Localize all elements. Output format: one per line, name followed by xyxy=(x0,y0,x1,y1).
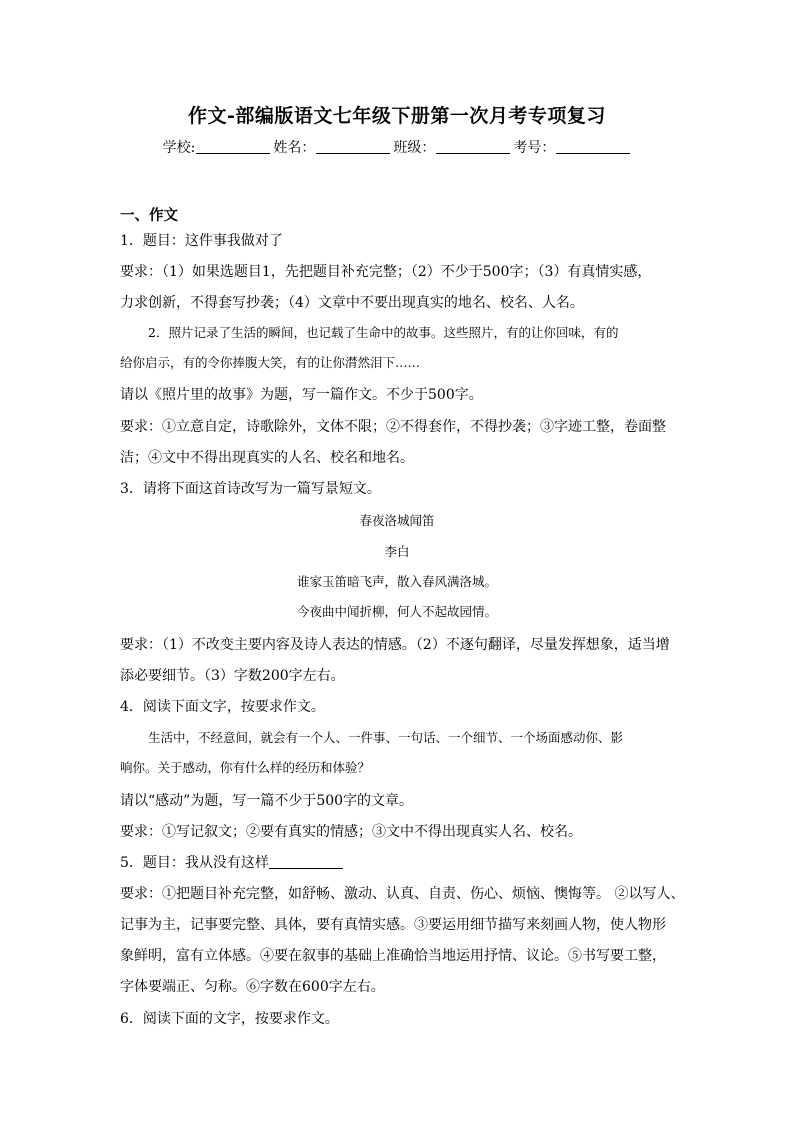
poem-line1: 谁家玉笛暗飞声，散入春风满洛城。 xyxy=(296,574,497,589)
q2-prompt-line1: 2．照片记录了生活的瞬间，也记载了生命中的故事。这些照片，有的让你回味，有的 xyxy=(148,325,619,340)
poem-title: 春夜洛城闻笛 xyxy=(359,513,435,528)
q4-title: 4．阅读下面文字，按要求作文。 xyxy=(120,699,325,715)
class-label: 班级： xyxy=(393,140,436,156)
student-info-line xyxy=(0,137,794,157)
poem-author: 李白 xyxy=(384,544,410,559)
q2-task: 请以《照片里的故事》为题，写一篇作文。不少于500字。 xyxy=(120,387,483,403)
q4-prompt-line2: 响你。关于感动，你有什么样的经历和体验？ xyxy=(120,760,371,775)
page-title: 作文-部编版语文七年级下册第一次月考专项复习 xyxy=(188,105,606,127)
school-blank xyxy=(196,139,270,154)
q1-req-line2: 力求创新，不得套写抄袭；（4）文章中不要出现真实的地名、校名、人名。 xyxy=(120,295,584,311)
q5-req-line1: 要求：①把题目补充完整，如舒畅、激动、认真、自责、伤心、烦恼、懊悔等。 ②以写人、 xyxy=(120,886,685,902)
q2-req-line2: 洁；④文中不得出现真实的人名、校名和地名。 xyxy=(120,450,414,466)
q1-req-line1: 要求：（1）如果选题目1，先把题目补充完整；（2）不少于500字；（3）有真情实感， xyxy=(120,264,652,280)
q6-title: 6．阅读下面的文字，按要求作文。 xyxy=(120,1011,339,1027)
q5-blank xyxy=(269,854,343,869)
q4-task: 请以“感动”为题，写一篇不少于500字的文章。 xyxy=(120,793,414,809)
q5-req-line2: 记事为主，记事要完整、具体，要有真情实感。③要运用细节描写来刻画人物，使人物形 xyxy=(120,917,666,933)
q3-req-line2: 添必要细节。（3）字数200字左右。 xyxy=(120,668,345,684)
q5-req-line4: 字体要端正、匀称。⑥字数在600字左右。 xyxy=(120,979,385,995)
number-blank xyxy=(556,139,630,154)
q1-title: 1．题目：这件事我做对了 xyxy=(120,233,283,249)
q5-req-line3: 象鲜明，富有立体感。④要在叙事的基础上准确恰当地运用抒情、议论。⑤书写要工整， xyxy=(120,948,666,964)
school-label: 学校: xyxy=(162,140,196,156)
section-heading: 一、作文 xyxy=(120,207,178,224)
q5-title: 5．题目：我从没有这样 xyxy=(120,855,269,871)
q3-title: 3．请将下面这首诗改写为一篇写景短文。 xyxy=(120,481,381,497)
q4-req: 要求：①写记叙文；②要有真实的情感；③文中不得出现真实人名、校名。 xyxy=(120,824,582,840)
q2-prompt-line2: 给你启示，有的令你捧腹大笑，有的让你潸然泪下…… xyxy=(120,355,421,370)
poem-line2: 今夜曲中闻折柳，何人不起故园情。 xyxy=(296,604,497,619)
q3-req-line1: 要求：（1）不改变主要内容及诗人表达的情感。（2）不逐句翻译，尽量发挥想象，适当增 xyxy=(120,637,670,653)
number-label: 考号： xyxy=(513,140,556,156)
q4-prompt-line1: 生活中，不经意间，就会有一个人、一件事、一句话、一个细节、一个场面感动你、影 xyxy=(148,730,624,745)
q2-req-line1: 要求：①立意自定，诗歌除外，文体不限；②不得套作，不得抄袭；③字迹工整，卷面整 xyxy=(120,419,666,435)
name-blank xyxy=(316,139,390,154)
class-blank xyxy=(436,139,510,154)
name-label: 姓名： xyxy=(273,140,316,156)
q5-title-row xyxy=(120,852,343,872)
